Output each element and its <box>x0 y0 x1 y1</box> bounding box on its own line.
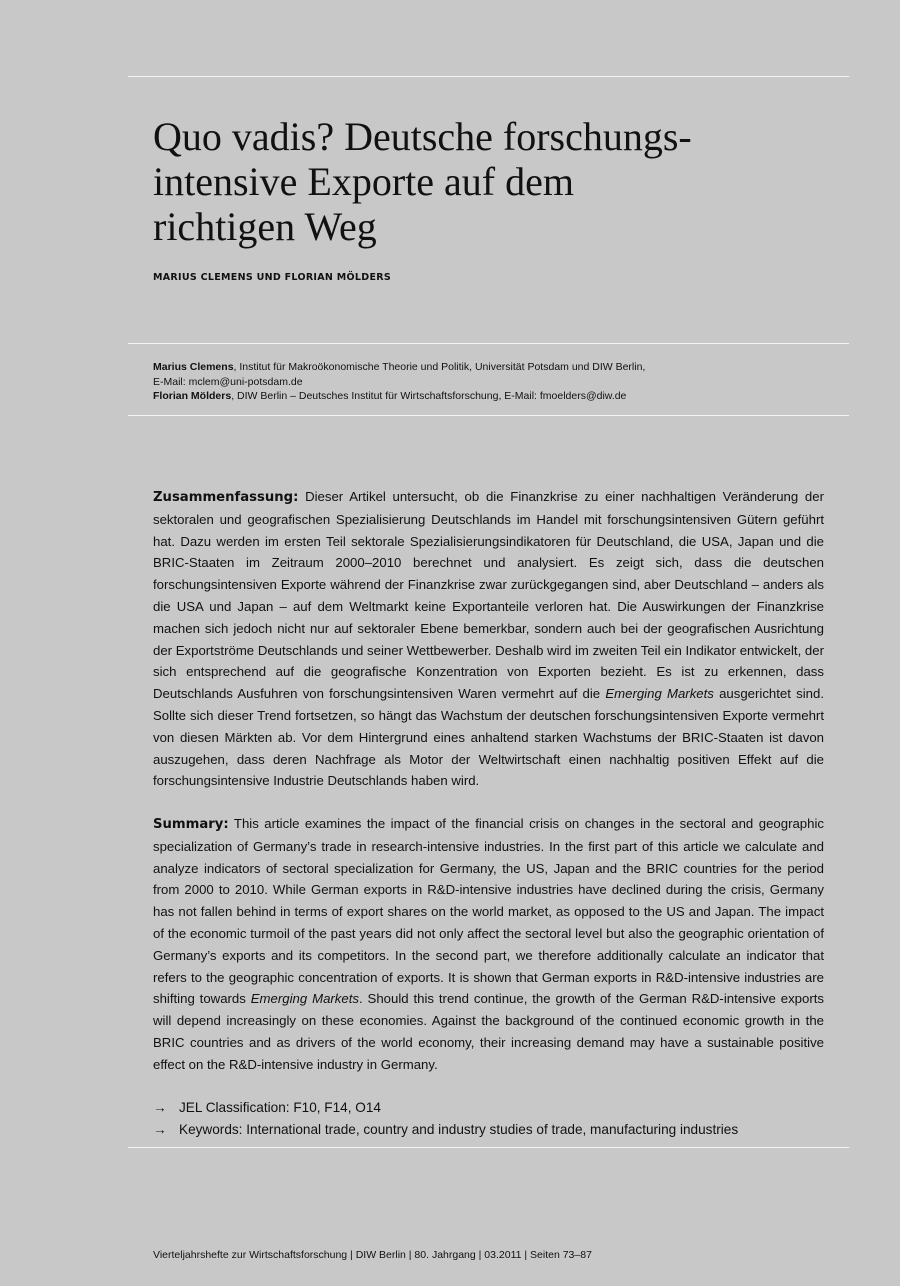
journal-footer: Vierteljahrshefte zur Wirtschaftsforschung | DIW Berlin | 80. Jahrgang | 03.2011 | Seiten 73–87 <box>153 1249 592 1261</box>
article-title <box>153 114 833 249</box>
author-byline: MARIUS CLEMENS UND FLORIAN MÖLDERS <box>153 272 391 283</box>
affiliation-line-1 <box>153 360 843 375</box>
abstract-text: ausgerichtet sind. Sollte sich dieser Trend fortsetzen, so hängt das Wachstum der deutschen forschungsintensiven Exporte vermehrt von diesen Märkten ab. Vor dem Hintergrund eines anhaltend starken Wachstums der BRIC-Staaten ist davon auszugehen, dass deren Nachfrage als Motor der Weltwirtschaft einen nachhaltig positiven Effekt auf die forschungsintensive Industrie Deutschlands haben wird. <box>153 686 824 789</box>
zusammenfassung-label: Zusammenfassung: <box>153 490 299 505</box>
top-rule <box>128 76 849 77</box>
keywords-text: Keywords: International trade, country and industry studies of trade, manufacturing industries <box>179 1121 739 1137</box>
arrow-right-icon: → <box>153 1100 167 1115</box>
summary-label: Summary: <box>153 817 229 832</box>
jel-classification-text: JEL Classification: F10, F14, O14 <box>179 1100 381 1115</box>
jel-classification-item <box>153 1097 738 1119</box>
summary-emphasis: Emerging Markets <box>250 991 359 1007</box>
title-line: richtigen Weg <box>153 204 377 249</box>
summary-text: . Should this trend continue, the growth of the German R&D-intensive exports will depend increasingly on these economies. Against the background of the continued economic growth in the BRIC countries and as drivers of the world economy, their increasing demand may have a sustainable positive effect on the R&D-intensive industry in Germany. <box>153 991 824 1072</box>
author-name: Marius Clemens <box>153 361 234 373</box>
affiliation-text: , DIW Berlin – Deutsches Institut für Wirtschaftsforschung, E-Mail: fmoelders@diw.de <box>231 390 627 402</box>
arrow-right-icon: → <box>153 1121 167 1137</box>
keywords-item <box>153 1119 738 1141</box>
title-line: intensive Exporte auf dem <box>153 159 574 204</box>
zusammenfassung-paragraph <box>153 486 824 792</box>
author-affiliations <box>153 360 843 404</box>
abstract-emphasis: Emerging Markets <box>605 686 714 702</box>
summary-paragraph <box>153 813 824 1076</box>
affiliation-bottom-rule <box>128 415 849 416</box>
affiliation-line-2 <box>153 389 843 404</box>
affiliation-email: E-Mail: mclem@uni-potsdam.de <box>153 375 303 388</box>
title-line: Quo vadis? Deutsche forschungs- <box>153 114 692 159</box>
author-name: Florian Mölders <box>153 390 232 402</box>
bottom-rule <box>128 1147 849 1148</box>
summary-text: This article examines the impact of the financial crisis on changes in the sectoral and geographic specialization of Germany’s trade in research-intensive industries. In the first part of this article we calculate and analyze indicators of sectoral specialization for Germany, the US, Japan and the BRIC countries for the period from 2000 to 2010. While German exports in R&D-intensive industries have declined during the crisis, Germany has not fallen behind in terms of export shares on the world market, as opposed to the US and Japan. The impact of the economic turmoil of the past years did not only affect the sectoral level but also the geographic orientation of Germany’s exports and its competitors. In the second part, we therefore additionally calculate an indicator that refers to the geographic concentration of exports. It is shown that German exports in R&D-intensive industries are shifting towards <box>153 816 824 1007</box>
affiliation-top-rule <box>128 343 849 344</box>
classification-list <box>153 1097 738 1140</box>
abstract-text: Dieser Artikel untersucht, ob die Finanzkrise zu einer nachhaltigen Veränderung der sektoralen und geografischen Spezialisierung Deutschlands im Handel mit forschungsintensiven Gütern geführt hat. Dazu werden im ersten Teil sektorale Spezialisierungsindikatoren für Deutschland, die USA, Japan und die BRIC-Staaten im Zeitraum 2000–2010 berechnet und analysiert. Es zeigt sich, dass die deutschen forschungsintensiven Exporte während der Finanzkrise zwar zurückgegangen sind, aber Deutschland – anders als die USA und Japan – auf dem Weltmarkt keine Exportanteile verloren hat. Die Auswirkungen der Finanzkrise machen sich jedoch nicht nur auf sektoraler Ebene bemerkbar, sondern auch bei der geografischen Ausrichtung der Exportströme Deutschlands und seiner Wettbewerber. Deshalb wird im zweiten Teil ein Indikator entwickelt, der sich entsprechend auf die geografische Konzentration von Exporten bezieht. Es ist zu erkennen, dass Deutschlands Ausfuhren von forschungsintensiven Waren vermehrt auf die <box>153 489 824 702</box>
affiliation-text: , Institut für Makroökonomische Theorie und Politik, Universität Potsdam und DIW Berlin, <box>233 361 646 373</box>
